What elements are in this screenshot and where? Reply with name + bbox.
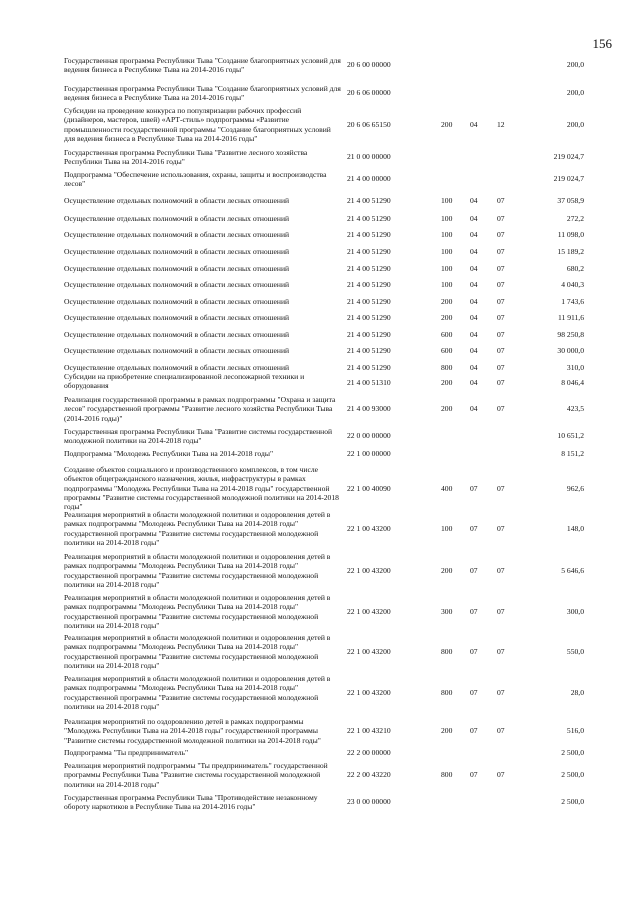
row-amount: 219 024,7 [553,174,584,183]
row-amount: 962,6 [566,484,584,493]
row-target-code: 22 1 00 40090 [347,484,391,493]
row-section: 04 [470,247,478,256]
row-target-code: 21 4 00 51290 [347,313,391,322]
row-target-code: 22 1 00 43200 [347,524,391,533]
row-subsection: 07 [497,607,505,616]
row-amount: 516,0 [566,726,584,735]
row-subsection: 07 [497,647,505,656]
row-name: Осуществление отдельных полномочий в области лесных отношений [64,230,290,239]
row-target-code: 22 1 00 43210 [347,726,391,735]
row-target-code: 21 4 00 51290 [347,363,391,372]
row-subsection: 07 [497,247,505,256]
row-expense-type: 200 [441,313,453,322]
row-target-code: 22 1 00 43200 [347,566,391,575]
row-section: 07 [470,524,478,533]
row-amount: 550,0 [566,647,584,656]
row-section: 07 [470,688,478,697]
row-name: Реализация мероприятий подпрограммы "Ты предприниматель" государственной программы Республики Тыва "Развитие системы государственной молодежной политики на 2014-2018 годы" [64,761,328,789]
row-subsection: 07 [497,524,505,533]
row-name: Подпрограмма "Ты предприниматель" [64,748,189,757]
row-target-code: 22 1 00 43200 [347,607,391,616]
row-section: 04 [470,313,478,322]
row-amount: 272,2 [566,214,584,223]
row-subsection: 07 [497,280,505,289]
row-expense-type: 100 [441,247,453,256]
row-expense-type: 200 [441,404,453,413]
row-amount: 4 040,3 [561,280,584,289]
row-section: 07 [470,484,478,493]
row-name: Осуществление отдельных полномочий в области лесных отношений [64,346,290,355]
row-section: 04 [470,120,478,129]
row-section: 07 [470,607,478,616]
row-subsection: 07 [497,363,505,372]
row-name: Осуществление отдельных полномочий в области лесных отношений [64,247,290,256]
row-subsection: 07 [497,297,505,306]
row-name: Осуществление отдельных полномочий в области лесных отношений [64,280,290,289]
row-subsection: 07 [497,330,505,339]
row-name: Осуществление отдельных полномочий в области лесных отношений [64,264,290,273]
row-name: Подпрограмма "Молодежь Республики Тыва на 2014-2018 годы" [64,449,274,458]
row-amount: 30 000,0 [557,346,584,355]
row-expense-type: 800 [441,363,453,372]
row-amount: 148,0 [566,524,584,533]
page-number: 156 [592,36,612,51]
row-subsection: 07 [497,313,505,322]
row-section: 07 [470,770,478,779]
row-amount: 11 098,0 [557,230,584,239]
row-subsection: 07 [497,726,505,735]
row-name: Субсидии на проведение конкурса по популяризации рабочих профессий (дизайнеров, мастеров, швей) «АРТ-стиль» подпрограммы «Развитие промышленности государственной программы "Создание благоприятных условий для ведения бизнеса в Республике Тыва на 2014-2016 годы" [64,106,331,143]
row-target-code: 20 6 00 00000 [347,60,391,69]
row-target-code: 22 2 00 00000 [347,748,391,757]
row-name: Государственная программа Республики Тыва "Развитие лесного хозяйства Республики Тыва на 2014-2016 годы" [64,148,308,167]
row-name: Осуществление отдельных полномочий в области лесных отношений [64,196,290,205]
row-target-code: 21 4 00 51290 [347,230,391,239]
row-expense-type: 200 [441,566,453,575]
row-name: Реализация мероприятий в области молодежной политики и оздоровления детей в рамках подпрограммы "Молодежь Республики Тыва на 2014-2018 годы" государственной программы "Развитие системы государственной молодежной политики на 2014-2018 годы" [64,593,331,630]
row-name: Субсидии на приобретение специализированной лесопожарной техники и оборудования [64,372,305,391]
row-section: 04 [470,346,478,355]
row-amount: 680,2 [566,264,584,273]
row-target-code: 21 4 00 51290 [347,297,391,306]
row-expense-type: 200 [441,120,453,129]
row-expense-type: 800 [441,770,453,779]
row-subsection: 07 [497,264,505,273]
row-amount: 37 058,9 [557,196,584,205]
row-amount: 200,0 [566,60,584,69]
row-name: Реализация мероприятий в области молодежной политики и оздоровления детей в рамках подпрограммы "Молодежь Республики Тыва на 2014-2018 годы" государственной программы "Развитие системы государственной молодежной политики на 2014-2018 годы" [64,633,331,670]
row-target-code: 22 1 00 00000 [347,449,391,458]
row-subsection: 07 [497,688,505,697]
row-section: 04 [470,378,478,387]
row-name: Государственная программа Республики Тыва "Создание благоприятных условий для ведения бизнеса в Республике Тыва на 2014-2016 годы" [64,84,341,103]
row-name: Реализация государственной программы в рамках подпрограммы "Охрана и защита лесов" государственной программы "Развитие лесного хозяйства Республики Тыва (2014-2016 годы)" [64,395,336,423]
row-subsection: 07 [497,566,505,575]
row-amount: 310,0 [566,363,584,372]
row-name: Осуществление отдельных полномочий в области лесных отношений [64,363,290,372]
row-name: Подпрограмма "Обеспечение использования, охраны, защиты и воспроизводства лесов" [64,170,327,189]
row-section: 04 [470,214,478,223]
row-section: 07 [470,566,478,575]
row-amount: 219 024,7 [553,152,584,161]
row-amount: 2 500,0 [561,797,584,806]
row-section: 04 [470,297,478,306]
row-target-code: 22 1 00 43200 [347,647,391,656]
row-section: 04 [470,230,478,239]
row-name: Осуществление отдельных полномочий в области лесных отношений [64,297,290,306]
row-target-code: 23 0 00 00000 [347,797,391,806]
row-name: Реализация мероприятий по оздоровлению детей в рамках подпрограммы "Молодежь Республики Тыва на 2014-2018 годы" государственной программы "Развитие системы государственной молодежной политики на 2014-2018 годы" [64,717,321,745]
row-expense-type: 200 [441,726,453,735]
row-amount: 28,0 [570,688,584,697]
row-expense-type: 100 [441,230,453,239]
row-amount: 423,5 [566,404,584,413]
row-amount: 98 250,8 [557,330,584,339]
row-amount: 10 651,2 [557,431,584,440]
row-section: 07 [470,647,478,656]
row-expense-type: 800 [441,647,453,656]
row-expense-type: 800 [441,688,453,697]
row-target-code: 21 0 00 00000 [347,152,391,161]
row-name: Осуществление отдельных полномочий в области лесных отношений [64,313,290,322]
row-expense-type: 400 [441,484,453,493]
row-amount: 2 500,0 [561,748,584,757]
row-target-code: 21 4 00 93000 [347,404,391,413]
row-target-code: 21 4 00 51290 [347,196,391,205]
row-expense-type: 200 [441,297,453,306]
row-subsection: 07 [497,214,505,223]
row-target-code: 21 4 00 51290 [347,214,391,223]
row-section: 07 [470,726,478,735]
row-expense-type: 600 [441,346,453,355]
row-target-code: 22 2 00 43220 [347,770,391,779]
row-target-code: 20 6 06 65150 [347,120,391,129]
row-subsection: 12 [497,120,505,129]
row-section: 04 [470,196,478,205]
row-expense-type: 200 [441,378,453,387]
row-name: Создание объектов социального и производственного комплексов, в том числе объектов общегражданского назначения, жилья, инфраструктуры в рамках подпрограммы "Молодежь Республики Тыва на 2014-2018 годы" государственной программы "Развитие системы государственной молодежной политики на 2014-2018 годы" [64,465,339,512]
row-name: Реализация мероприятий в области молодежной политики и оздоровления детей в рамках подпрограммы "Молодежь Республики Тыва на 2014-2018 годы" государственной программы "Развитие системы государственной молодежной политики на 2014-2018 годы" [64,552,331,589]
row-target-code: 21 4 00 51290 [347,330,391,339]
row-expense-type: 300 [441,607,453,616]
row-expense-type: 100 [441,196,453,205]
row-expense-type: 100 [441,524,453,533]
row-target-code: 21 4 00 51290 [347,247,391,256]
row-subsection: 07 [497,404,505,413]
row-amount: 200,0 [566,120,584,129]
row-target-code: 21 4 00 51290 [347,280,391,289]
row-subsection: 07 [497,484,505,493]
row-section: 04 [470,330,478,339]
row-target-code: 21 4 00 51290 [347,346,391,355]
row-name: Государственная программа Республики Тыва "Противодействие незаконному обороту наркотиков в Республике Тыва на 2014-2016 годы" [64,793,318,812]
row-expense-type: 100 [441,280,453,289]
row-section: 04 [470,280,478,289]
row-target-code: 21 4 00 51290 [347,264,391,273]
row-amount: 8 046,4 [561,378,584,387]
row-amount: 5 646,6 [561,566,584,575]
row-amount: 200,0 [566,88,584,97]
row-subsection: 07 [497,770,505,779]
row-target-code: 21 4 00 00000 [347,174,391,183]
row-subsection: 07 [497,346,505,355]
row-section: 04 [470,363,478,372]
row-amount: 1 743,6 [561,297,584,306]
row-expense-type: 600 [441,330,453,339]
row-subsection: 07 [497,196,505,205]
row-name: Осуществление отдельных полномочий в области лесных отношений [64,330,290,339]
row-name: Государственная программа Республики Тыва "Развитие системы государственной молодежной политики на 2014-2018 годы" [64,427,333,446]
row-amount: 11 911,6 [557,313,584,322]
row-name: Реализация мероприятий в области молодежной политики и оздоровления детей в рамках подпрограммы "Молодежь Республики Тыва на 2014-2018 годы" государственной программы "Развитие системы государственной молодежной политики на 2014-2018 годы" [64,510,331,547]
row-amount: 8 151,2 [561,449,584,458]
row-amount: 15 189,2 [557,247,584,256]
row-target-code: 22 1 00 43200 [347,688,391,697]
row-expense-type: 100 [441,264,453,273]
row-subsection: 07 [497,378,505,387]
row-amount: 300,0 [566,607,584,616]
row-amount: 2 500,0 [561,770,584,779]
row-name: Реализация мероприятий в области молодежной политики и оздоровления детей в рамках подпрограммы "Молодежь Республики Тыва на 2014-2018 годы" государственной программы "Развитие системы государственной молодежной политики на 2014-2018 годы" [64,674,331,711]
row-target-code: 22 0 00 00000 [347,431,391,440]
row-target-code: 21 4 00 51310 [347,378,391,387]
row-section: 04 [470,404,478,413]
row-name: Государственная программа Республики Тыва "Создание благоприятных условий для ведения бизнеса в Республике Тыва на 2014-2016 годы" [64,56,341,75]
row-name: Осуществление отдельных полномочий в области лесных отношений [64,214,290,223]
row-expense-type: 100 [441,214,453,223]
row-subsection: 07 [497,230,505,239]
row-target-code: 20 6 06 00000 [347,88,391,97]
row-section: 04 [470,264,478,273]
